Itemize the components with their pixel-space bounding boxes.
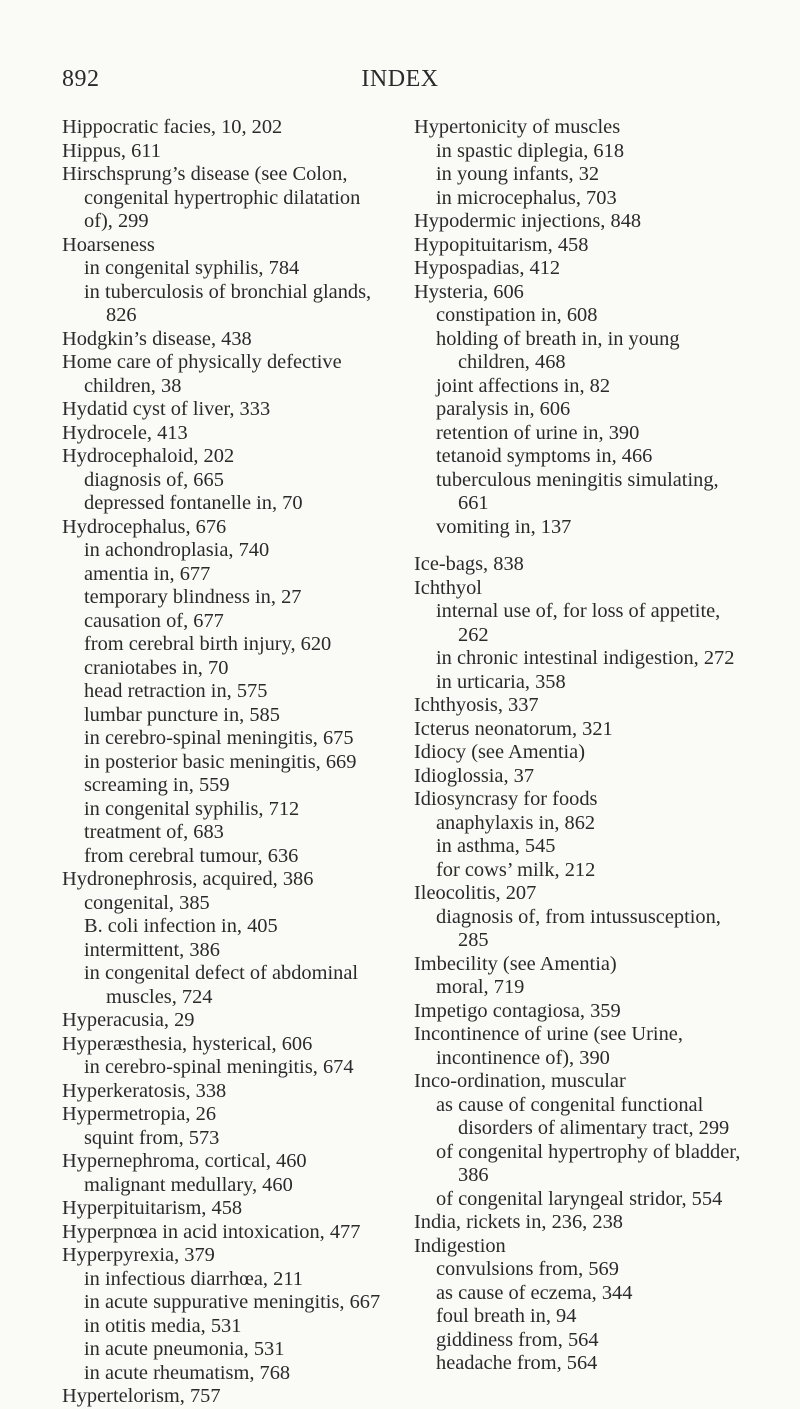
index-subentry: foul breath in, 94 [436,1305,577,1327]
index-entry: Hypodermic injections, 848 [414,210,642,232]
index-subentry: internal use of, for loss of appetite, 262 [436,600,721,646]
index-entry: India, rickets in, 236, 238 [414,1211,623,1233]
index-subentry: in urticaria, 358 [436,670,566,693]
index-subentry: of congenital hypertrophy of bladder, 386 [436,1140,741,1186]
index-subentry: from cerebral birth injury, 620 [84,633,332,655]
index-subentry: lumbar puncture in, 585 [84,703,280,726]
index-subentry: in acute pneumonia, 531 [84,1338,285,1360]
index-subentry: headache from, 564 [436,1352,598,1374]
index-column-right [414,116,752,1376]
index-entry: Idiocy (see Amentia) [414,741,585,763]
index-subentry: joint affections in, 82 [436,374,611,397]
index-subentry: in congenital syphilis, 784 [84,257,300,279]
index-subentry: retention of urine in, 390 [436,421,640,444]
index-subentry: in tuberculosis of bronchial glands, 826 [84,280,372,326]
index-subentry: as cause of congenital functional disorders of alimentary tract, 299 [436,1093,730,1139]
index-subentry: holding of breath in, in young children, 468 [436,327,680,373]
index-entry: Impetigo contagiosa, 359 [414,999,621,1022]
index-entry: Icterus neonatorum, 321 [414,717,613,740]
index-entry: Imbecility (see Amentia) [414,952,617,975]
index-entry: Hydatid cyst of liver, 333 [62,398,271,420]
page-title: INDEX [361,66,439,92]
index-subentry: diagnosis of, from intussusception, 285 [436,905,721,951]
index-entry: Hyperkeratosis, 338 [62,1079,227,1102]
index-subentry: in infectious diarrhœa, 211 [84,1267,303,1290]
index-subentry: in achondroplasia, 740 [84,539,270,561]
index-entry: Hypospadias, 412 [414,257,561,279]
index-subentry: treatment of, 683 [84,821,224,843]
index-subentry: craniotabes in, 70 [84,656,229,679]
index-entry: Hypertelorism, 757 [62,1385,221,1407]
index-subentry: giddiness from, 564 [436,1328,599,1351]
index-subentry: intermittent, 386 [84,938,220,961]
index-subentry: for cows’ milk, 212 [436,858,596,881]
index-subentry: constipation in, 608 [436,304,598,326]
page-number: 892 [62,66,100,92]
index-entry: Hoarseness [62,233,155,256]
index-entry: Hypermetropia, 26 [62,1103,217,1125]
index-subentry: in young infants, 32 [436,163,600,185]
index-entry: Ichthyol [414,576,482,599]
index-subentry: in spastic diplegia, 618 [436,139,625,162]
index-entry: Inco-ordination, muscular [414,1070,626,1092]
index-subentry: depressed fontanelle in, 70 [84,492,303,514]
index-section-gap [414,539,752,553]
index-subentry: screaming in, 559 [84,774,230,796]
index-subentry: in chronic intestinal indigestion, 272 [436,647,735,669]
index-subentry: in cerebro-spinal meningitis, 675 [84,727,354,749]
index-subentry: squint from, 573 [84,1126,220,1149]
index-entry: Hydronephrosis, acquired, 386 [62,868,314,890]
index-entry: Home care of physically defective children, 38 [62,351,342,397]
index-subentry: paralysis in, 606 [436,398,571,420]
index-subentry: in congenital syphilis, 712 [84,797,300,820]
index-subentry: moral, 719 [436,976,525,998]
index-entry: Indigestion [414,1234,506,1257]
index-subentry: in asthma, 545 [436,835,556,857]
index-subentry: as cause of eczema, 344 [436,1281,633,1304]
index-entry: Ichthyosis, 337 [414,694,539,716]
index-subentry: in acute rheumatism, 768 [84,1361,291,1384]
index-entry: Hypernephroma, cortical, 460 [62,1150,307,1172]
index-subentry: head retraction in, 575 [84,680,268,702]
index-entry: Hirschsprung’s disease (see Colon, congenital hypertrophic dilatation of), 299 [62,163,361,232]
index-subentry: in acute suppurative meningitis, 667 [84,1291,381,1313]
index-subentry: in cerebro-spinal meningitis, 674 [84,1056,354,1078]
index-entry: Hodgkin’s disease, 438 [62,327,252,350]
index-subentry: congenital, 385 [84,891,210,914]
index-entry: Hyperpyrexia, 379 [62,1244,215,1266]
index-entry: Hyperpituitarism, 458 [62,1197,243,1219]
index-subentry: in congenital defect of abdominal muscles, 724 [84,962,359,1008]
index-entry: Hydrocephaloid, 202 [62,445,235,467]
index-entry: Ileocolitis, 207 [414,882,537,904]
index-subentry: from cerebral tumour, 636 [84,844,299,867]
index-subentry: vomiting in, 137 [436,515,572,538]
index-subentry: anaphylaxis in, 862 [436,811,596,834]
index-entry: Hippus, 611 [62,139,161,162]
index-subentry: of congenital laryngeal stridor, 554 [436,1187,723,1210]
index-entry: Hyperacusia, 29 [62,1009,195,1031]
index-entry: Idiosyncrasy for foods [414,788,598,810]
index-entry: Hydrocele, 413 [62,421,188,444]
index-subentry: causation of, 677 [84,609,224,632]
page-header [62,66,738,100]
index-subentry: tetanoid symptoms in, 466 [436,445,653,467]
index-subentry: in otitis media, 531 [84,1314,242,1337]
index-subentry: tuberculous meningitis simulating, 661 [436,468,719,514]
index-entry: Ice-bags, 838 [414,553,524,575]
index-subentry: diagnosis of, 665 [84,468,224,491]
index-subentry: in microcephalus, 703 [436,186,617,209]
index-entry: Hypopituitarism, 458 [414,233,589,256]
index-entry: Idioglossia, 37 [414,764,535,787]
index-subentry: B. coli infection in, 405 [84,915,278,937]
index-entry: Hippocratic facies, 10, 202 [62,116,283,138]
index-entry: Hypertonicity of muscles [414,116,621,138]
index-entry: Hyperæsthesia, hysterical, 606 [62,1032,313,1055]
index-subentry: malignant medullary, 460 [84,1173,293,1196]
index-column-left [62,116,392,1409]
index-subentry: temporary blindness in, 27 [84,586,302,608]
index-entry: Incontinence of urine (see Urine, incontinence of), 390 [414,1023,683,1069]
index-entry: Hysteria, 606 [414,280,524,303]
index-entry: Hydrocephalus, 676 [62,515,227,538]
index-subentry: amentia in, 677 [84,562,211,585]
index-entry: Hyperpnœa in acid intoxication, 477 [62,1220,361,1243]
index-subentry: in posterior basic meningitis, 669 [84,750,357,773]
index-subentry: convulsions from, 569 [436,1258,619,1280]
